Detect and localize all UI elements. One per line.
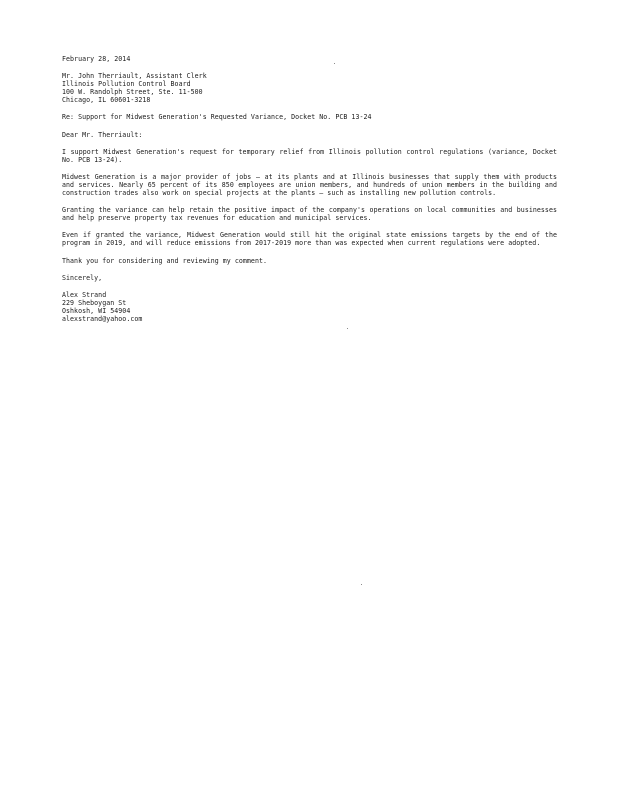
sender-signature-block — [62, 291, 557, 323]
subject-line: Re: Support for Midwest Generation's Requested Variance, Docket No. PCB 13-24 — [62, 113, 372, 122]
recipient-name: Mr. John Therriault, Assistant Clerk — [62, 72, 207, 81]
paragraph-thanks: Thank you for considering and reviewing my comment. — [62, 256, 268, 265]
scan-speck — [361, 584, 362, 585]
paragraph-communities: Granting the variance can help retain the positive impact of the company's operations on local communities and businesses and help preserve property tax revenues for education and municipal services. — [62, 206, 557, 223]
paragraph-emissions: Even if granted the variance, Midwest Generation would still hit the original state emissions targets by the end of the program in 2019, and will reduce emissions from 2017-2019 more than was expected when current regulations were adopted. — [62, 231, 557, 248]
paragraph-jobs: Midwest Generation is a major provider of jobs — at its plants and at Illinois businesses that supply them with products and services. Nearly 65 percent of its 850 employees are union members, and hundreds of union members in the building and construction trades also work on special projects at the plants — such as installing new pollution controls. — [62, 172, 557, 198]
sender-street: 229 Sheboygan St — [62, 298, 127, 307]
recipient-city: Chicago, IL 60601-3218 — [62, 96, 151, 105]
paragraph-support: I support Midwest Generation's request for temporary relief from Illinois pollution control regulations (variance, Docket No. PCB 13-24). — [62, 147, 557, 164]
letter-date: February 28, 2014 — [62, 55, 131, 63]
sender-city: Oshkosh, WI 54904 — [62, 306, 131, 315]
recipient-address — [62, 72, 557, 104]
scan-speck — [347, 328, 348, 329]
salutation: Dear Mr. Therriault: — [62, 130, 143, 139]
sender-name: Alex Strand — [62, 290, 107, 299]
letter-body — [62, 55, 557, 323]
sender-email: alexstrand@yahoo.com — [62, 314, 143, 323]
recipient-street: 100 W. Randolph Street, Ste. 11-500 — [62, 88, 203, 97]
recipient-organization: Illinois Pollution Control Board — [62, 80, 191, 89]
closing: Sincerely, — [62, 273, 103, 282]
